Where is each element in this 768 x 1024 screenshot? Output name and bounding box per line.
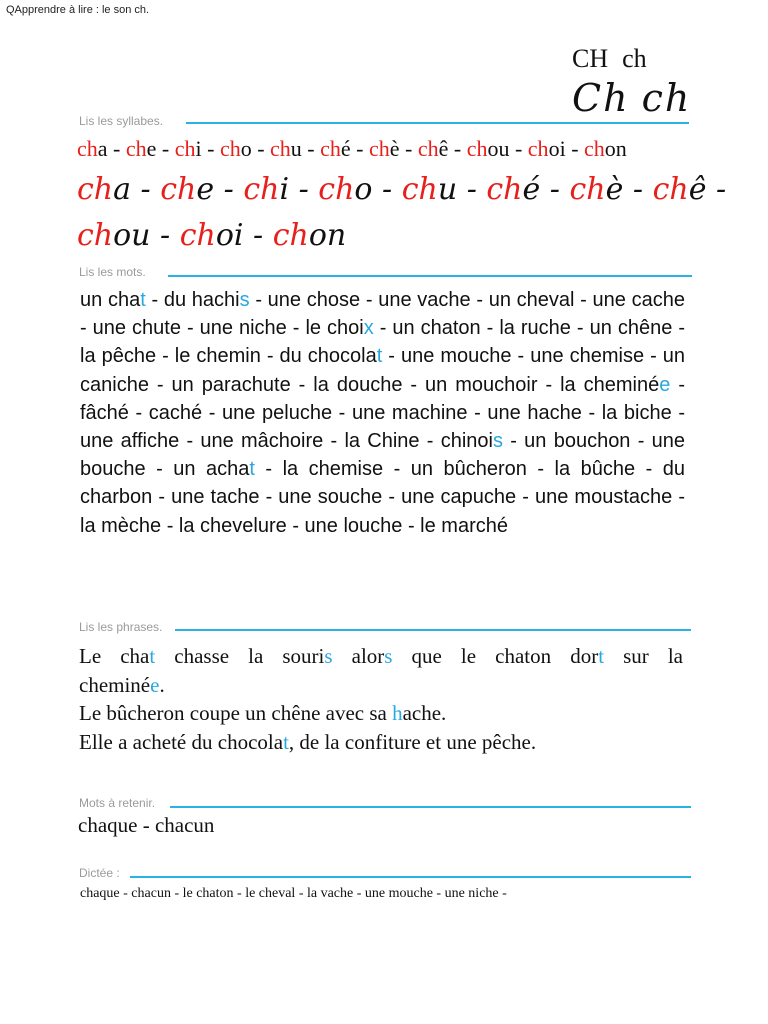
syllable-vowel: a [97,136,108,161]
words-text: - fâché - caché - une peluche - une machine - une hache - la biche - une affiche - une mâchoire - la Chine - chinoi [80,373,686,453]
syllable-vowel: o [240,136,252,161]
syllable [528,136,566,161]
syllable-separator: - [372,172,402,207]
syllable [486,172,540,207]
cursive-line-1 [77,172,726,207]
syllable-separator: - [201,136,220,161]
syllable-ch: ch [417,136,439,161]
syllable [320,136,351,161]
silent-letter: t [376,345,383,368]
syllable-vowel: on [308,218,347,253]
syllable [402,172,457,207]
silent-letter: t [283,729,289,754]
syllable [77,218,151,253]
phrase-text: Le bûcheron coupe un chêne avec sa [79,701,393,725]
syllable-vowel: i [279,172,290,207]
syllable-vowel: e [196,172,215,207]
syllable-separator: - [565,136,585,161]
rule-phrases [175,629,691,631]
cursive-line-2 [77,218,346,253]
words-text: - un chaton - la ruche - un chêne - la pêche - le chemin - du chocola [80,317,685,368]
phrase-text: sur la [604,644,683,668]
syllable [569,172,623,207]
phrase-line [79,642,683,671]
syllable-separator: - [243,218,273,253]
silent-letter: t [149,644,156,668]
syllable-ch: ch [77,136,98,161]
syllable-separator: - [301,136,321,161]
rule-retain [170,806,691,808]
syllable-vowel: é [522,172,541,207]
silent-letter: x [363,317,374,340]
silent-letter: e [659,373,671,396]
syllable-vowel: o [354,172,373,207]
syllable [418,136,449,161]
header-tag: QApprendre à lire : le son ch. [6,4,150,16]
syllable-separator: - [448,136,467,161]
syllable-ch: ch [243,172,280,207]
words-text: un cha [80,289,141,311]
syllable [175,136,202,161]
phrase-text: chasse la souri [155,644,325,668]
syllable-vowel: a [113,172,132,207]
syllable-separator: - [251,136,271,161]
syllable [77,136,108,161]
syllable [584,136,627,161]
syllable-separator: - [289,172,319,207]
syllable-separator: - [457,172,487,207]
syllable-vowel: è [389,136,400,161]
phrase-line [79,728,683,757]
phrase-text: alor [332,644,385,668]
syllable [220,136,252,161]
syllable-vowel: ê [688,172,707,207]
syllable-ch: ch [219,136,241,161]
phrase-text: Le cha [79,644,150,668]
syllable [126,136,157,161]
syllable-ch: ch [270,136,291,161]
syllable-vowel: é [340,136,351,161]
silent-letter: s [384,644,393,668]
words-paragraph [80,286,685,540]
syllable-vowel: e [146,136,157,161]
syllable-ch: ch [179,218,216,253]
silent-letter: h [392,701,403,725]
syllable-ch: ch [174,136,196,161]
phrase-text: que le chaton dor [392,644,599,668]
syllable-vowel: ou [113,218,151,253]
syllable-vowel: u [437,172,458,207]
title-cursive-lower: ch [641,76,692,120]
syllable [369,136,400,161]
syllable-vowel: ê [438,136,449,161]
syllable-ch: ch [320,136,341,161]
syllable-separator: - [706,172,727,207]
phrase-text: , de la confiture et une pêche. [288,729,537,754]
dictee-text: chaque - chacun - le chaton - le cheval - la vache - une mouche - une niche - [80,886,507,901]
syllable [180,218,244,253]
syllable-ch: ch [368,136,390,161]
syllable-separator: - [156,136,175,161]
syllable [273,218,347,253]
syllable-vowel: oi [548,136,566,161]
syllable-separator: - [623,172,653,207]
syllable-ch: ch [125,136,147,161]
silent-letter: t [598,644,605,668]
section-label-dictee: Dictée : [79,866,120,880]
syllable [160,172,214,207]
title-print-lower: ch [622,44,647,73]
silent-letter: s [493,430,503,453]
phrase-text: Elle a acheté du chocola [79,729,284,754]
words-text: - une mouche - une chemise - un caniche - un parachute - la douche - un mouchoir - la cheminé [80,345,685,396]
section-label-retain: Mots à retenir. [79,796,156,810]
words-text: - la chemise - un bûcheron - la bûche - du charbon - une tache - une souche - une capuche - une moustache - la mèche - la chevelure - une louche - le marché [80,458,685,537]
syllable-ch: ch [318,172,355,207]
syllable-vowel: ou [487,136,510,161]
silent-letter: t [140,289,146,311]
syllable-separator: - [107,136,126,161]
title-print [572,44,661,74]
syllable-ch: ch [652,172,689,207]
silent-letter: s [324,644,333,668]
syllable-ch: ch [584,136,605,161]
syllable-ch: ch [466,136,488,161]
syllable [318,172,372,207]
syllable-ch: ch [77,218,114,253]
rule-syllables [186,122,689,124]
title-cursive [572,76,703,120]
syllable-ch: ch [272,218,309,253]
syllable-vowel: è [605,172,624,207]
syllable-ch: ch [486,172,523,207]
syllable [77,172,131,207]
syllable [243,172,289,207]
silent-letter: e [150,672,160,697]
phrase-line [79,699,683,728]
silent-letter: t [249,458,255,481]
rule-dictee [130,876,691,878]
words-text: - une chose - une vache - un cheval - une cache - une chute - une niche - le choi [80,289,685,340]
section-label-syllables: Lis les syllabes. [79,114,164,128]
syllable-ch: ch [77,172,114,207]
syllable-separator: - [214,172,244,207]
syllable-vowel: oi [215,218,244,253]
syllable-vowel: on [604,136,627,161]
phrase-text: ache. [402,701,447,725]
syllable-ch: ch [569,172,606,207]
syllable-separator: - [509,136,528,161]
phrase-text: cheminé [79,672,151,697]
syllable-vowel: i [195,136,202,161]
words-text: - du hachi [145,289,240,311]
silent-letter: s [239,289,250,311]
retain-words: chaque - chacun [78,813,215,837]
phrase-line [79,671,683,700]
section-label-words: Lis les mots. [79,265,146,279]
syllable [467,136,510,161]
syllables-line [77,136,627,162]
syllable [653,172,707,207]
phrase-text: . [159,672,165,697]
syllable-separator: - [540,172,570,207]
title-cursive-upper: Ch [572,76,630,120]
syllable-ch: ch [527,136,549,161]
syllable-separator: - [150,218,180,253]
syllable-ch: ch [401,172,438,207]
syllable-ch: ch [160,172,197,207]
rule-words [168,275,692,277]
syllable-separator: - [399,136,418,161]
words-text: - un bouchon - une bouche - un acha [80,430,685,481]
phrases-block [79,642,683,756]
syllable-vowel: u [290,136,302,161]
syllable-separator: - [131,172,161,207]
syllable-separator: - [350,136,369,161]
title-print-upper: CH [572,44,609,73]
section-label-phrases: Lis les phrases. [79,620,163,634]
syllable [270,136,302,161]
